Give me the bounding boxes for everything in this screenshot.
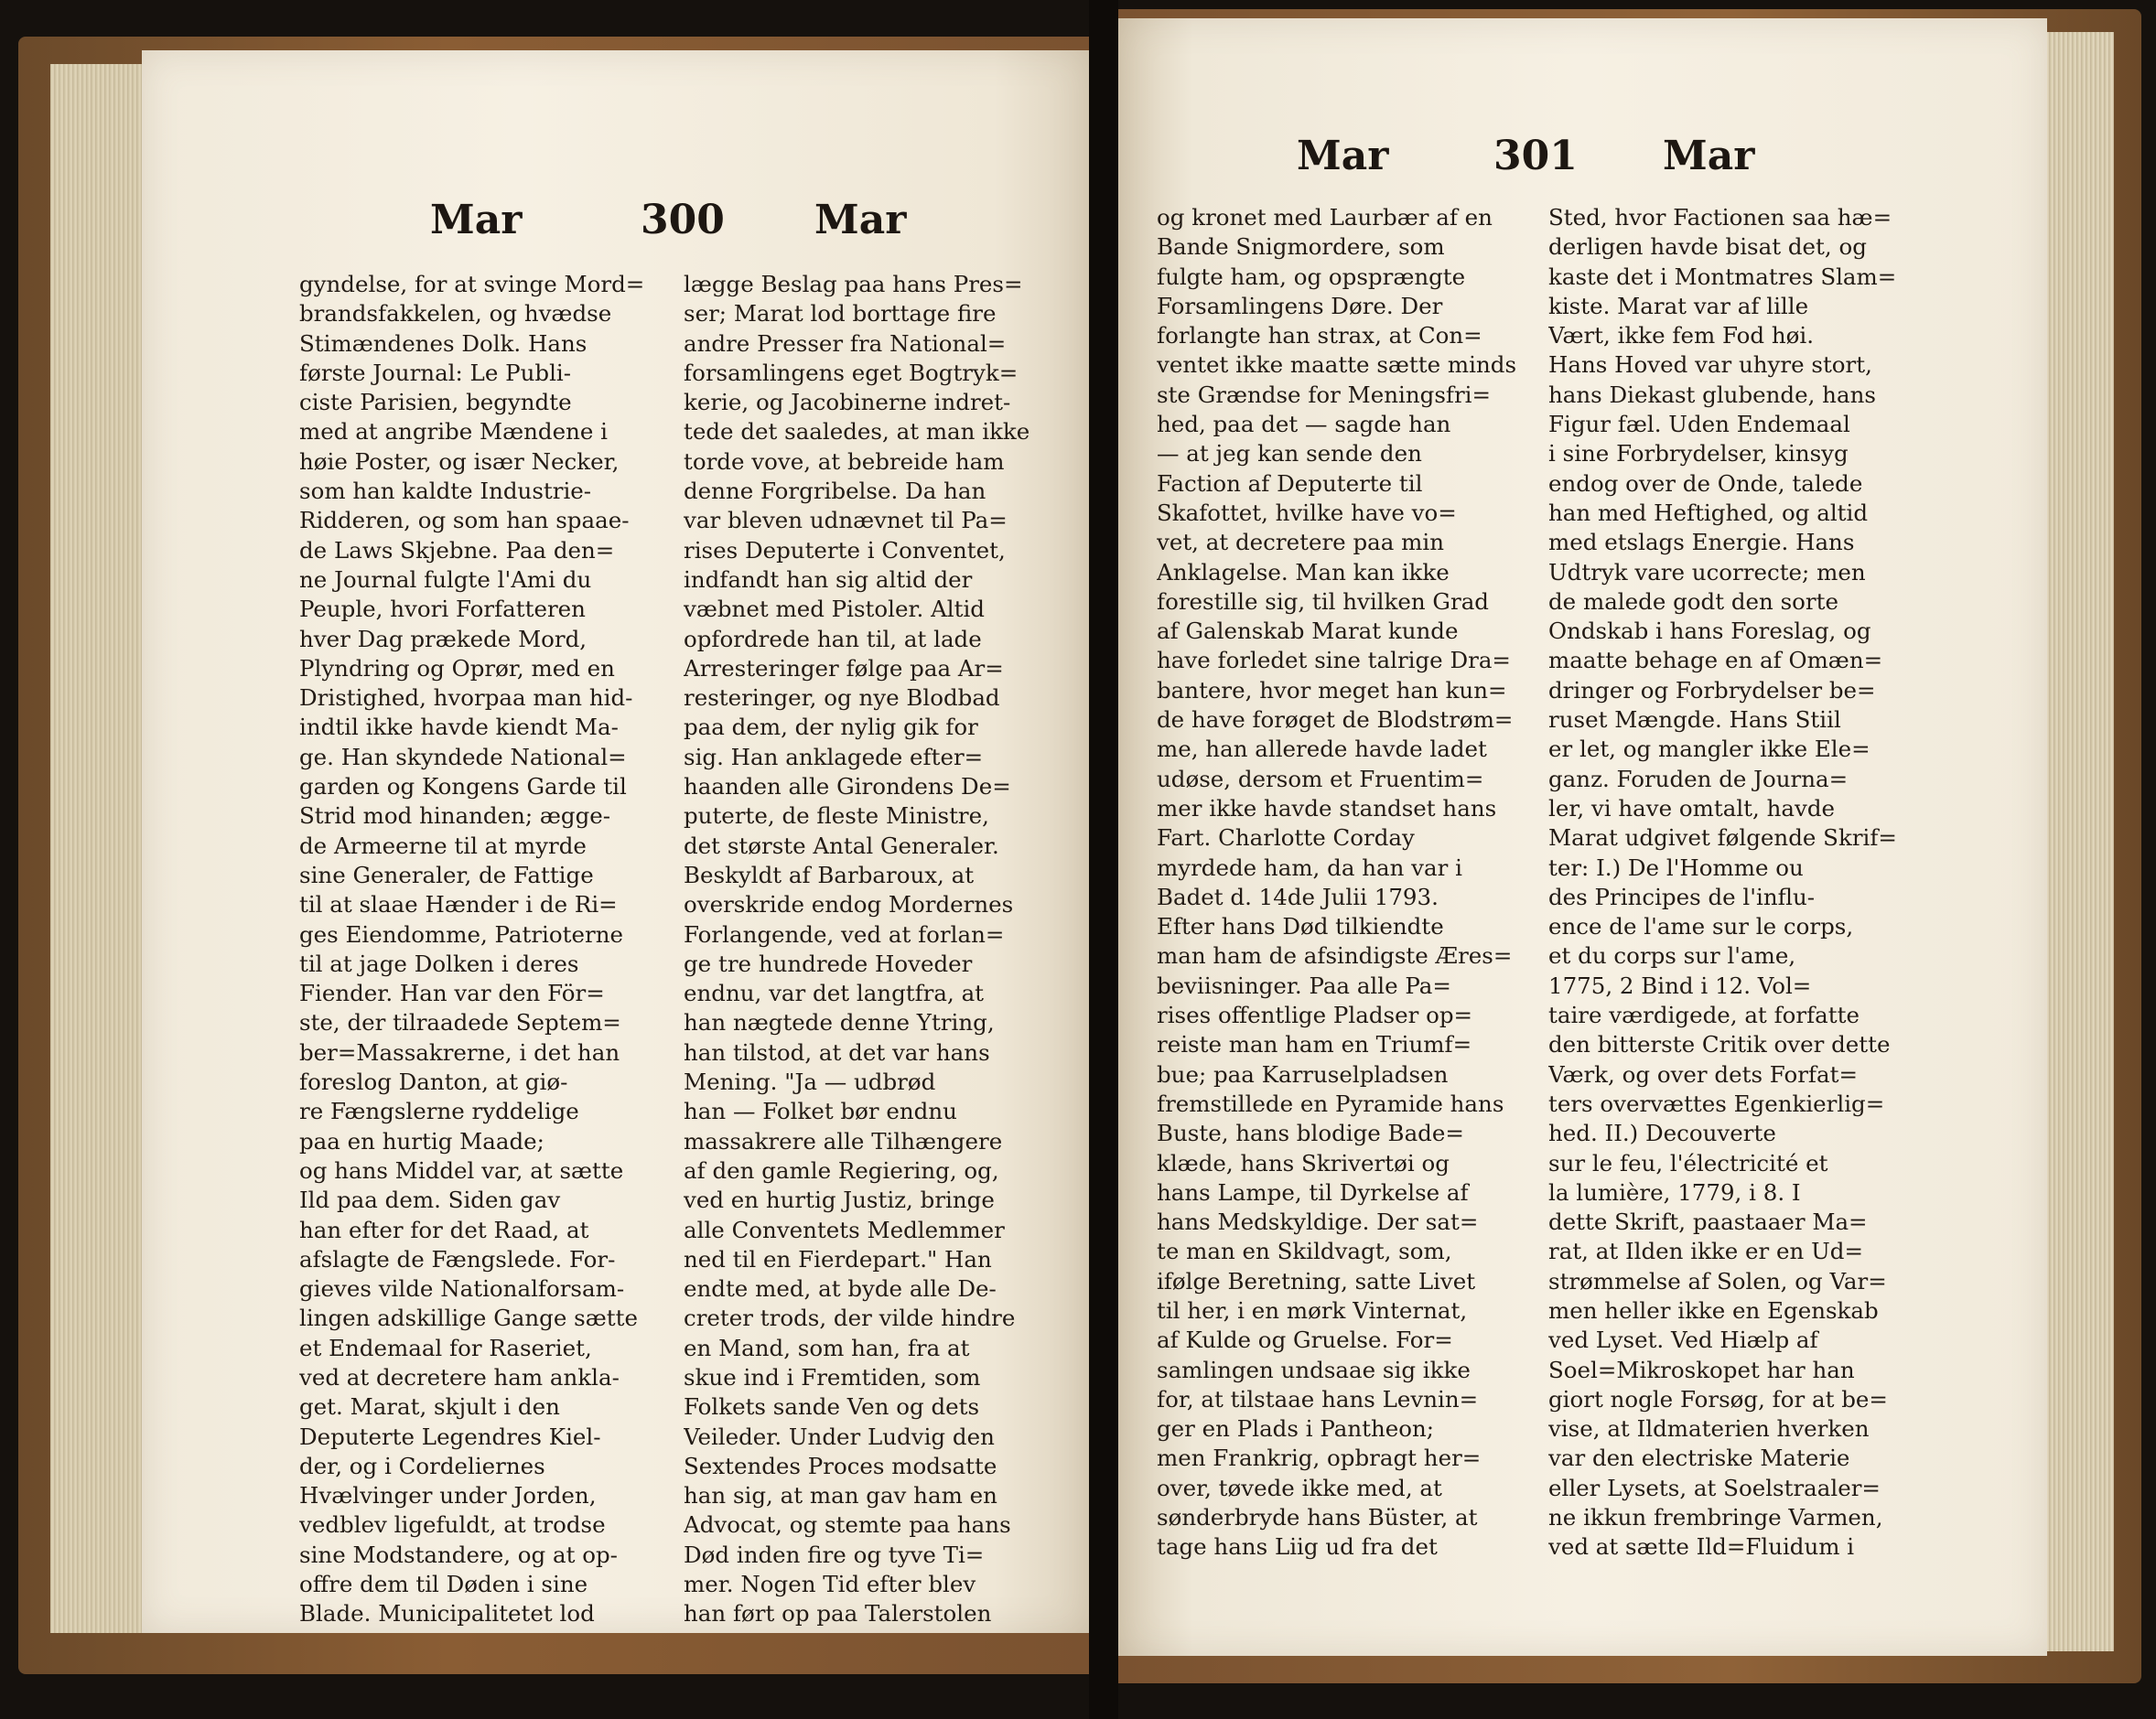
text-line: forsamlingens eget Bogtryk= <box>684 359 1019 386</box>
text-line: med at angribe Mændene i <box>299 418 609 446</box>
text-line: offre dem til Døden i sine <box>299 1571 588 1598</box>
text-line: og kronet med Laurbær af en <box>1157 204 1493 231</box>
text-column-2 <box>1548 203 1914 1563</box>
text-line: sig. Han anklagede efter= <box>684 743 984 770</box>
text-line: sine Modstandere, og at op- <box>299 1541 618 1568</box>
text-line: han sig, at man gav ham en <box>684 1482 997 1509</box>
text-line: brandsfakkelen, og hvædse <box>299 300 612 328</box>
text-line: maatte behage en af Omæn= <box>1548 647 1883 674</box>
text-line: Sted, hvor Factionen saa hæ= <box>1548 204 1892 231</box>
running-header <box>142 197 1089 261</box>
text-line: denne Forgribelse. Da han <box>684 478 986 505</box>
text-line: giort nogle Forsøg, for at be= <box>1548 1385 1888 1413</box>
text-line: man ham de afsindigste Æres= <box>1157 942 1513 970</box>
text-line: mer ikke havde standset hans <box>1157 794 1497 822</box>
left-page <box>142 50 1089 1633</box>
text-line: fremstillede en Pyramide hans <box>1157 1090 1504 1117</box>
text-line: me, han allerede havde ladet <box>1157 736 1487 763</box>
text-line: hans Diekast glubende, hans <box>1548 381 1876 408</box>
text-line: dette Skrift, paastaaer Ma= <box>1548 1209 1868 1236</box>
text-line: sønderbryde hans Büster, at <box>1157 1504 1478 1531</box>
text-line: tage hans Liig ud fra det <box>1157 1533 1438 1561</box>
text-line: forestille sig, til hvilken Grad <box>1157 587 1489 615</box>
text-line: Buste, hans blodige Bade= <box>1157 1120 1464 1147</box>
text-line: men Frankrig, opbragt her= <box>1157 1445 1482 1472</box>
text-line: Forlangende, ved at forlan= <box>684 920 1005 948</box>
text-line: Udtryk vare ucorrecte; men <box>1548 558 1866 586</box>
text-line: Faction af Deputerte til <box>1157 469 1423 497</box>
text-line: te man en Skildvagt, som, <box>1157 1238 1452 1265</box>
text-line: Hvælvinger under Jorden, <box>299 1482 597 1509</box>
text-line: ganz. Foruden de Journa= <box>1548 765 1849 792</box>
header-keyword-right: Mar <box>814 197 907 243</box>
text-line: endog over de Onde, talede <box>1548 469 1863 497</box>
text-line: som han kaldte Industrie- <box>299 478 592 505</box>
text-line: han — Folket bør endnu <box>684 1098 957 1125</box>
text-line: myrdede ham, da han var i <box>1157 854 1462 881</box>
text-line: rises offentlige Pladser op= <box>1157 1002 1473 1029</box>
text-line: bue; paa Karruselpladsen <box>1157 1060 1449 1088</box>
text-line: af Kulde og Gruelse. For= <box>1157 1327 1453 1354</box>
text-line: Peuple, hvori Forfatteren <box>299 596 586 623</box>
text-line: Badet d. 14de Julii 1793. <box>1157 883 1439 910</box>
text-line: resteringer, og nye Blodbad <box>684 684 1000 712</box>
text-line: puterte, de fleste Ministre, <box>684 802 989 830</box>
text-line: Ridderen, og som han spaae- <box>299 507 630 534</box>
text-line: tede det saaledes, at man ikke <box>684 418 1030 446</box>
text-line: re Fængslerne ryddelige <box>299 1098 579 1125</box>
text-line: sur le feu, l'électricité et <box>1548 1149 1828 1176</box>
right-page <box>1118 18 2047 1656</box>
text-line: ger en Plads i Pantheon; <box>1157 1415 1435 1443</box>
text-line: Mening. "Ja — udbrød <box>684 1069 936 1096</box>
text-line: ge tre hundrede Hoveder <box>684 950 973 977</box>
text-line: en Mand, som han, fra at <box>684 1334 970 1361</box>
text-line: andre Presser fra National= <box>684 329 1007 357</box>
text-line: la lumière, 1779, i 8. I <box>1548 1178 1801 1206</box>
text-line: hver Dag prækede Mord, <box>299 625 588 652</box>
text-line: — at jeg kan sende den <box>1157 440 1422 467</box>
text-line: foreslog Danton, at giø- <box>299 1069 568 1096</box>
text-line: torde vove, at bebreide ham <box>684 447 1005 475</box>
text-line: Stimændenes Dolk. Hans <box>299 329 588 357</box>
text-line: mer. Nogen Tid efter blev <box>684 1571 976 1598</box>
text-line: beviisninger. Paa alle Pa= <box>1157 972 1451 999</box>
text-line: der, og i Cordeliernes <box>299 1452 545 1479</box>
text-line: men heller ikke en Egenskab <box>1548 1296 1879 1324</box>
text-line: taire værdigede, at forfatte <box>1548 1002 1860 1029</box>
text-line: til her, i en mørk Vinternat, <box>1157 1296 1468 1324</box>
text-line: endte med, at byde alle De- <box>684 1275 997 1303</box>
text-line: alle Conventets Medlemmer <box>684 1216 1005 1243</box>
text-line: klæde, hans Skrivertøi og <box>1157 1149 1450 1176</box>
text-line: dringer og Forbrydelser be= <box>1548 676 1876 704</box>
text-line: ruset Mængde. Hans Stiil <box>1548 706 1841 734</box>
page-number: 300 <box>641 197 725 243</box>
text-line: kaste det i Montmatres Slam= <box>1548 263 1897 290</box>
text-line: Blade. Municipalitetet lod <box>299 1600 595 1628</box>
text-line: han ført op paa Talerstolen <box>684 1600 992 1628</box>
text-line: des Principes de l'influ- <box>1548 883 1816 910</box>
text-line: overskride endog Mordernes <box>684 891 1014 919</box>
header-keyword-right: Mar <box>1663 133 1755 179</box>
page-number: 301 <box>1493 133 1578 179</box>
text-line: vet, at decretere paa min <box>1157 529 1444 556</box>
text-line: hans Lampe, til Dyrkelse af <box>1157 1178 1469 1206</box>
text-line: ber=Massakrerne, i det han <box>299 1038 620 1066</box>
text-line: rises Deputerte i Conventet, <box>684 536 1006 564</box>
text-line: ne ikkun frembringe Varmen, <box>1548 1504 1883 1531</box>
text-line: ved Lyset. Ved Hiælp af <box>1548 1327 1818 1354</box>
text-line: Advocat, og stemte paa hans <box>684 1511 1011 1539</box>
text-line: kerie, og Jacobinerne indret- <box>684 389 1011 416</box>
text-column-2 <box>684 270 1036 1629</box>
text-line: rat, at Ilden ikke er en Ud= <box>1548 1238 1863 1265</box>
text-line: Værk, og over dets Forfat= <box>1548 1060 1858 1088</box>
text-line: ved at decretere ham ankla- <box>299 1363 620 1391</box>
text-line: Dristighed, hvorpaa man hid- <box>299 684 633 712</box>
text-line: forlangte han strax, at Con= <box>1157 322 1482 349</box>
text-line: gyndelse, for at svinge Mord= <box>299 271 645 297</box>
running-header <box>1118 133 2047 197</box>
text-line: Skafottet, hvilke have vo= <box>1157 499 1457 526</box>
text-line: ter: I.) De l'Homme ou <box>1548 854 1804 881</box>
text-line: af den gamle Regiering, og, <box>684 1156 999 1184</box>
text-line: udøse, dersom et Fruentim= <box>1157 765 1484 792</box>
text-line: er let, og mangler ikke Ele= <box>1548 736 1870 763</box>
header-keyword-left: Mar <box>1297 133 1389 179</box>
text-line: endnu, var det langtfra, at <box>684 980 985 1007</box>
text-line: de have forøget de Blodstrøm= <box>1157 706 1514 734</box>
text-line: for, at tilstaae hans Levnin= <box>1157 1385 1479 1413</box>
text-line: Arresteringer følge paa Ar= <box>684 654 1004 682</box>
text-line: til at slaae Hænder i de Ri= <box>299 891 618 919</box>
text-line: Beskyldt af Barbaroux, at <box>684 861 975 888</box>
text-line: paa dem, der nylig gik for <box>684 714 978 741</box>
page-edges-left <box>50 64 151 1633</box>
text-line: afslagte de Fængslede. For- <box>299 1245 616 1273</box>
text-line: Bande Snigmordere, som <box>1157 233 1445 261</box>
text-line: han efter for det Raad, at <box>299 1216 589 1243</box>
text-line: var den electriske Materie <box>1548 1445 1850 1472</box>
text-line: med etslags Energie. Hans <box>1548 529 1855 556</box>
text-line: haanden alle Girondens De= <box>684 773 1011 800</box>
text-line: Forsamlingens Døre. Der <box>1157 292 1443 319</box>
text-line: den bitterste Critik over dette <box>1548 1031 1891 1058</box>
text-line: ved at sætte Ild=Fluidum i <box>1548 1533 1855 1561</box>
text-column-1 <box>1157 203 1523 1563</box>
text-line: de malede godt den sorte <box>1548 587 1838 615</box>
text-line: det største Antal Generaler. <box>684 832 999 859</box>
text-line: ved en hurtig Justiz, bringe <box>684 1187 995 1214</box>
text-line: Marat udgivet følgende Skrif= <box>1548 824 1897 852</box>
text-line: Vært, ikke fem Fod høi. <box>1548 322 1815 349</box>
text-line: fulgte ham, og opsprængte <box>1157 263 1466 290</box>
text-line: Død inden fire og tyve Ti= <box>684 1541 985 1568</box>
text-line: ned til en Fierdepart." Han <box>684 1245 992 1273</box>
text-line: ifølge Beretning, satte Livet <box>1157 1267 1476 1295</box>
text-line: ence de l'ame sur le corps, <box>1548 913 1854 940</box>
text-line: Ondskab i hans Foreslag, og <box>1548 618 1871 645</box>
text-line: til at jage Dolken i deres <box>299 950 579 977</box>
text-line: et du corps sur l'ame, <box>1548 942 1796 970</box>
text-line: Plyndring og Oprør, med en <box>299 654 615 682</box>
text-line: ters overvættes Egenkierlig= <box>1548 1090 1885 1117</box>
text-line: Anklagelse. Man kan ikke <box>1157 558 1450 586</box>
text-line: han nægtede denne Ytring, <box>684 1009 995 1037</box>
text-column-1 <box>299 270 645 1629</box>
text-line: ste, der tilraadede Septem= <box>299 1009 621 1037</box>
text-line: Sextendes Proces modsatte <box>684 1452 997 1479</box>
text-line: væbnet med Pistoler. Altid <box>684 596 985 623</box>
text-line: sine Generaler, de Fattige <box>299 861 594 888</box>
text-line: reiste man ham en Triumf= <box>1157 1031 1472 1058</box>
text-line: ser; Marat lod borttage fire <box>684 300 997 328</box>
text-line: Ild paa dem. Siden gav <box>299 1187 561 1214</box>
text-line: var bleven udnævnet til Pa= <box>684 507 1008 534</box>
text-line: de Armeerne til at myrde <box>299 832 587 859</box>
text-line: opfordrede han til, at lade <box>684 625 982 652</box>
text-line: samlingen undsaae sig ikke <box>1157 1356 1471 1383</box>
text-line: høie Poster, og især Necker, <box>299 447 620 475</box>
text-line: gieves vilde Nationalforsam- <box>299 1275 625 1303</box>
text-line: lægge Beslag paa hans Pres= <box>684 271 1023 297</box>
text-line: vise, at Ildmaterien hverken <box>1548 1415 1870 1443</box>
text-line: de Laws Skjebne. Paa den= <box>299 536 615 564</box>
text-line: hed, paa det — sagde han <box>1157 411 1451 438</box>
text-line: kiste. Marat var af lille <box>1548 292 1809 319</box>
text-line: ges Eiendomme, Patrioterne <box>299 920 623 948</box>
text-line: indtil ikke havde kiendt Ma- <box>299 714 619 741</box>
text-line: lingen adskillige Gange sætte <box>299 1305 638 1332</box>
text-line: vedblev ligefuldt, at trodse <box>299 1511 606 1539</box>
text-line: hans Medskyldige. Der sat= <box>1157 1209 1479 1236</box>
text-line: ler, vi have omtalt, havde <box>1548 794 1836 822</box>
text-line: skue ind i Fremtiden, som <box>684 1363 981 1391</box>
text-line: Deputerte Legendres Kiel- <box>299 1423 601 1450</box>
text-line: ste Grændse for Meningsfri= <box>1157 381 1492 408</box>
text-line: eller Lysets, at Soelstraaler= <box>1548 1474 1881 1501</box>
text-line: ciste Parisien, begyndte <box>299 389 572 416</box>
text-line: ge. Han skyndede National= <box>299 743 627 770</box>
book-gutter <box>1089 0 1118 1719</box>
text-line: han med Heftighed, og altid <box>1548 499 1869 526</box>
text-line: Folkets sande Ven og dets <box>684 1393 980 1421</box>
text-line: første Journal: Le Publi- <box>299 359 572 386</box>
text-line: Fart. Charlotte Corday <box>1157 824 1415 852</box>
text-line: over, tøvede ikke med, at <box>1157 1474 1442 1501</box>
text-line: indfandt han sig altid der <box>684 565 973 593</box>
text-line: Strid mod hinanden; ægge- <box>299 802 611 830</box>
text-line: Hans Hoved var uhyre stort, <box>1548 351 1872 379</box>
text-line: og hans Middel var, at sætte <box>299 1156 624 1184</box>
text-line: bantere, hvor meget han kun= <box>1157 676 1507 704</box>
text-line: Soel=Mikroskopet har han <box>1548 1356 1855 1383</box>
text-line: massakrere alle Tilhængere <box>684 1127 1003 1155</box>
text-line: ventet ikke maatte sætte minds <box>1157 351 1517 379</box>
text-line: af Galenskab Marat kunde <box>1157 618 1459 645</box>
text-line: strømmelse af Solen, og Var= <box>1548 1267 1887 1295</box>
text-line: han tilstod, at det var hans <box>684 1038 990 1066</box>
text-line: 1775, 2 Bind i 12. Vol= <box>1548 972 1812 999</box>
header-keyword-left: Mar <box>430 197 523 243</box>
text-line: garden og Kongens Garde til <box>299 773 627 800</box>
text-line: have forledet sine talrige Dra= <box>1157 647 1511 674</box>
text-line: ne Journal fulgte l'Ami du <box>299 565 592 593</box>
text-line: Figur fæl. Uden Endemaal <box>1548 411 1850 438</box>
text-line: Fiender. Han var den För= <box>299 980 605 1007</box>
text-line: creter trods, der vilde hindre <box>684 1305 1016 1332</box>
text-line: get. Marat, skjult i den <box>299 1393 560 1421</box>
text-line: Veileder. Under Ludvig den <box>684 1423 995 1450</box>
text-line: derligen havde bisat det, og <box>1548 233 1867 261</box>
text-line: hed. II.) Decouverte <box>1548 1120 1776 1147</box>
text-line: Efter hans Død tilkiendte <box>1157 913 1444 940</box>
text-line: i sine Forbrydelser, kinsyg <box>1548 440 1849 467</box>
page-edges-right <box>2041 32 2114 1651</box>
text-line: paa en hurtig Maade; <box>299 1127 544 1155</box>
text-line: et Endemaal for Raseriet, <box>299 1334 592 1361</box>
